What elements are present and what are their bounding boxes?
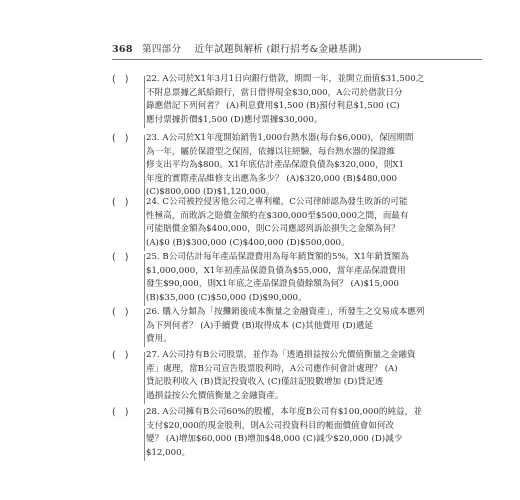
separator-line xyxy=(144,199,145,251)
separator-line xyxy=(144,309,145,347)
header-rule xyxy=(112,59,482,60)
question-line: 費用。 xyxy=(146,334,172,345)
question-text xyxy=(146,251,410,305)
question-line: 為下列何者？ (A)手續費 (B)取得成本 (C)其他費用 (D)遞延 xyxy=(146,320,374,331)
question-number: 24. xyxy=(146,197,160,207)
separator-line xyxy=(144,409,145,461)
question-line: $1,000,000，X1年初產品保證負債為$55,000，當年產品保證費用 xyxy=(146,265,406,276)
question-number: 25. xyxy=(146,252,160,262)
question-line: A公司於X1年3月1日向銀行借款，期間一年，並開立面值$31,500之 xyxy=(162,74,425,84)
question-number: 22. xyxy=(146,74,160,84)
question-line: 可能賠償金額為$400,000，則C公司應認列訴訟損失之金額為何？ xyxy=(146,224,400,235)
question-line: (B)$35,000 (C)$50,000 (D)$90,000。 xyxy=(146,292,307,303)
question-text xyxy=(146,406,422,460)
answer-blank: ( ) xyxy=(112,197,129,208)
question-text xyxy=(146,349,416,403)
separator-line xyxy=(144,76,145,128)
question-line: 支付$20,000的現金股利，則A公司投資科目的帳面價值會如何改 xyxy=(146,420,394,431)
question-line: 產」處理，當B公司宣告股票股利時，A公司應作何會計處理？ (A) xyxy=(146,363,398,374)
answer-blank: ( ) xyxy=(112,407,129,418)
question-text xyxy=(146,306,425,347)
page-header xyxy=(112,41,482,57)
question-text xyxy=(146,196,410,250)
section-label: 第四部分 xyxy=(142,44,182,55)
page-title: 近年試題與解析 (銀行招考&金融基測) xyxy=(194,44,362,55)
question-line: B公司估計每年產品保證費用為每年銷貨額的5%，X1年銷貨額為 xyxy=(162,252,409,262)
question-line: A公司於X1年度開始銷售1,000台熱水器(每台$6,000)，保固期間 xyxy=(162,133,414,143)
question-line: 貸記股利收入 (B)貸記投資收入 (C)僅註記股數增加 (D)貸記透 xyxy=(146,377,384,388)
question-line: (C)$800,000 (D)$1,120,000。 xyxy=(146,187,275,198)
question-line: 為一年，屬於保證型之保固，依據以往經驗，每台熱水器的保證維 xyxy=(146,146,396,157)
question-line: 不附息票據乙紙給銀行，當日借得現金$30,000，A公司於借款日分 xyxy=(146,87,403,98)
question-line: A公司持有B公司股票，並作為「透過損益按公允價值衡量之金融資 xyxy=(162,350,416,360)
separator-line xyxy=(144,352,145,404)
question-number: 26. xyxy=(146,307,160,317)
separator-line xyxy=(144,135,145,201)
question-line: C公司被控侵害他公司之專利權，C公司律師認為發生敗訴的可能 xyxy=(162,197,408,207)
answer-blank: ( ) xyxy=(112,74,129,85)
answer-blank: ( ) xyxy=(112,252,129,263)
answer-blank: ( ) xyxy=(112,350,129,361)
question-line: (A)$0 (B)$300,000 (C)$400,000 (D)$500,000。 xyxy=(146,237,350,248)
page-number: 368 xyxy=(112,44,133,55)
question-line: 應付票據折價$1,500 (D)應付票據$30,000。 xyxy=(146,114,323,125)
question-line: 修支出平均為$800。X1年底估計產品保證負債為$320,000，則X1 xyxy=(146,160,404,171)
question-line: 性極高，而敗訴之賠償金額約在$300,000至$500,000之間，而最有 xyxy=(146,210,409,221)
question-line: $12,000。 xyxy=(146,447,191,458)
answer-blank: ( ) xyxy=(112,307,129,318)
question-number: 23. xyxy=(146,133,160,143)
answer-blank: ( ) xyxy=(112,133,129,144)
question-line: 購入分類為「按攤銷後成本衡量之金融資產」，所發生之交易成本應列 xyxy=(162,307,425,317)
question-line: 過損益按公允價值衡量之金融資產。 xyxy=(146,390,284,401)
question-text xyxy=(146,73,425,127)
question-number: 28. xyxy=(146,407,160,417)
question-line: 年度的實際產品維修支出應為多少？ (A)$320,000 (B)$480,000 xyxy=(146,173,397,184)
separator-line xyxy=(144,254,145,306)
question-line: 錄應借記下列何者？ (A)利息費用$1,500 (B)預付利息$1,500 (C) xyxy=(146,101,400,112)
question-text xyxy=(146,132,414,200)
question-line: A公司擁有B公司60%的股權，本年度B公司有$100,000的純益，並 xyxy=(162,407,422,417)
question-number: 27. xyxy=(146,350,160,360)
question-line: 發生$90,000，則X1年底之產品保證負債餘額為何？ (A)$15,000 xyxy=(146,279,399,290)
question-line: 變？ (A)增加$60,000 (B)增加$48,000 (C)減少$20,000 (D)減少 xyxy=(146,434,403,445)
